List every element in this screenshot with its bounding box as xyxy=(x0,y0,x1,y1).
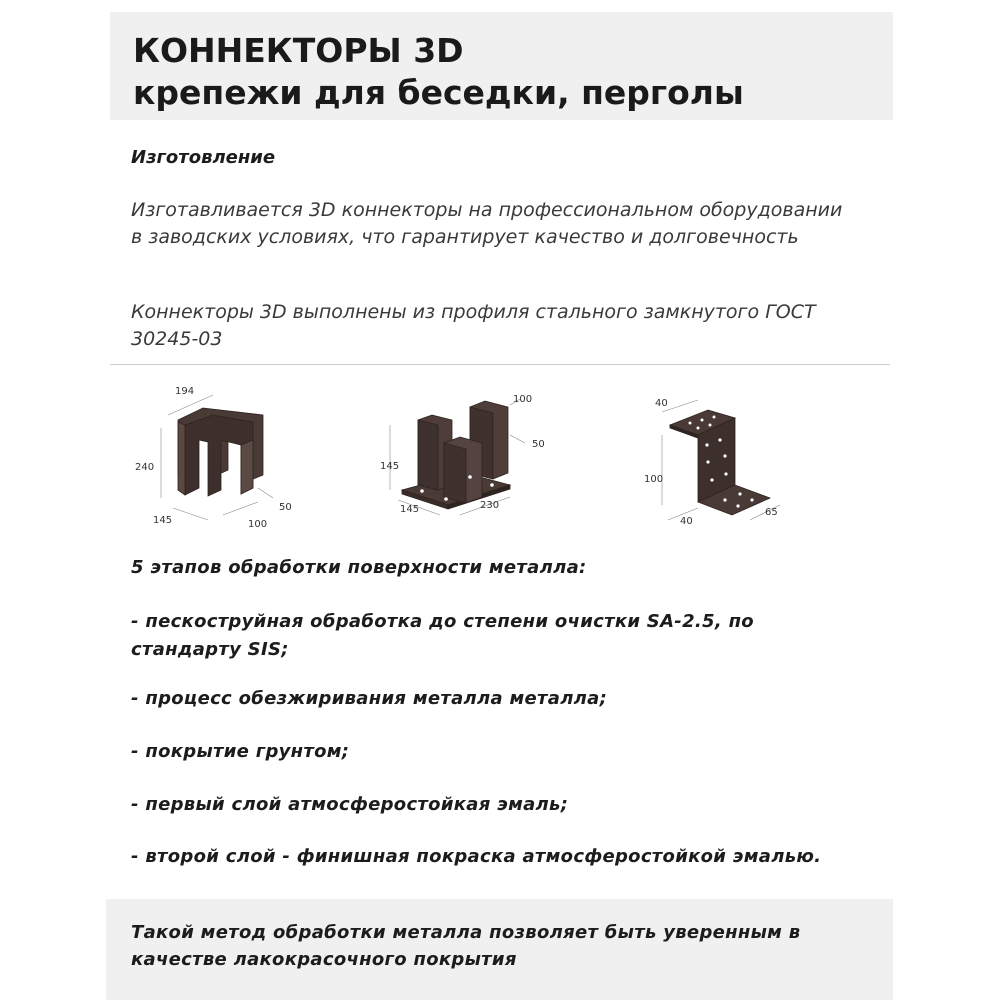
dim-label: 50 xyxy=(532,439,545,450)
connector-diagram-3 xyxy=(640,390,810,535)
dim-label: 145 xyxy=(400,504,420,515)
page-title: КОННЕКТОРЫ 3D xyxy=(133,31,464,70)
dim-label: 40 xyxy=(680,516,693,527)
dim-label: 230 xyxy=(480,500,500,511)
dim-label: 100 xyxy=(248,519,268,530)
dim-label: 100 xyxy=(644,474,664,485)
dim-label: 50 xyxy=(279,502,292,513)
dim-label: 145 xyxy=(153,515,173,526)
treatment-heading: 5 этапов обработки поверхности металла: xyxy=(131,557,587,578)
treatment-step-2: - процесс обезжиривания металла металла; xyxy=(131,688,608,709)
dim-label: 40 xyxy=(655,398,668,409)
dim-label: 145 xyxy=(380,461,400,472)
manufacturing-heading: Изготовление xyxy=(131,147,276,168)
dim-label: 65 xyxy=(765,507,778,518)
treatment-step-4: - первый слой атмосферостойкая эмаль; xyxy=(131,794,569,815)
dim-label: 240 xyxy=(135,462,155,473)
treatment-step-3: - покрытие грунтом; xyxy=(131,741,350,762)
connector-diagram-2 xyxy=(370,385,560,535)
page-subtitle: крепежи для беседки, перголы xyxy=(133,73,744,112)
dim-label: 100 xyxy=(513,394,533,405)
section-divider xyxy=(110,364,890,365)
treatment-step-1: - пескоструйная обработка до степени очистки SA-2.5, по стандарту SIS; xyxy=(131,611,754,660)
manufacturing-paragraph-2: Коннекторы 3D выполнены из профиля стального замкнутого ГОСТ 30245-03 xyxy=(131,301,816,350)
connector-diagram-1 xyxy=(133,380,303,540)
manufacturing-paragraph-1: Изготавливается 3D коннекторы на профессиональном оборудовании в заводских условиях, что гарантирует качество и долговечность xyxy=(131,199,843,248)
treatment-step-5: - второй слой - финишная покраска атмосферостойкой эмалью. xyxy=(131,846,822,867)
dim-label: 194 xyxy=(175,386,195,397)
footer-text: Такой метод обработки металла позволяет быть уверенным в качестве лакокрасочного покрытия xyxy=(131,922,801,970)
